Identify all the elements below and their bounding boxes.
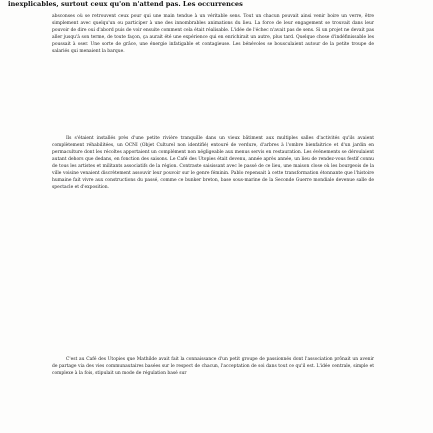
paragraph-2: Ils s'étaient installés près d'une petite rivière tranquille dans un vieux bâtiment aux multiples salles d'activités qu'ils avaient complètement réhabilitées, un OCNI (Objet Culturel non identifié) entouré de verdure, d'arbres à l'ombre bienfaitrice et d'un jardin en permaculture dont les récoltes apportaient un complément non négligeable aux menus servis en restauration. Les événements se déroulaient autant dehors que dedans, en fonction des saisons. Le Café des Utopies était devenu, année après année, un lieu de rendez-vous festif connu de tous les artistes et militants associatifs de la région. Contraste saisissant avec le passé de ce lieu, une maison close où les bourgeois de la ville voisine venaient discrètement assouvir leur pouvoir sur le genre féminin. Pablo repensait à cette transformation étonnante que l'histoire humaine fait vivre aux constructions du passé, comme ce bunker breton, base sous-marine de la Seconde Guerre mondiale devenue salle de spectacle et d'exposition.: [52, 136, 374, 191]
paragraph-3: C'est au Café des Utopies que Mathilde avait fait la connaissance d'un petit groupe de passionnés dont l'association prônait un avenir de partage via des vies communautaires basées sur le respect de chacun, l'acceptation de soi dans tout ce qu'il est. L'idée centrale, simple et complexe à la fois, stipulait un mode de régulation basé sur: [52, 357, 374, 377]
paragraph-1: absconses où se retrouvent ceux pour qui une main tendue à un véritable sens. Tout un chacun pouvait ainsi venir boire un verre, être simplement avec quelqu'un ou participer à une des innombrables animations du lieu. La force de leur engagement se trouvait dans leur pouvoir de dire oui d'abord puis de voir ensuite comment cela était réalisable. L'idée de l'échec n'avait pas de sens. Si un projet ne devait pas aller jusqu'à son terme, de toute façon, ça aurait été une expérience qui en enrichirait un autre, plus tard. Quelque chose d'indéfinissable les poussait à oser. Une sorte de grâce, une énergie infatigable et contagieuse. Les bénévoles se bousculaient autour de la petite troupe de salariés qui menaient la barque.: [52, 14, 374, 55]
top-text-line: inexplicables, surtout ceux qu'on n'attend pas. Les occurrences: [8, 0, 243, 8]
